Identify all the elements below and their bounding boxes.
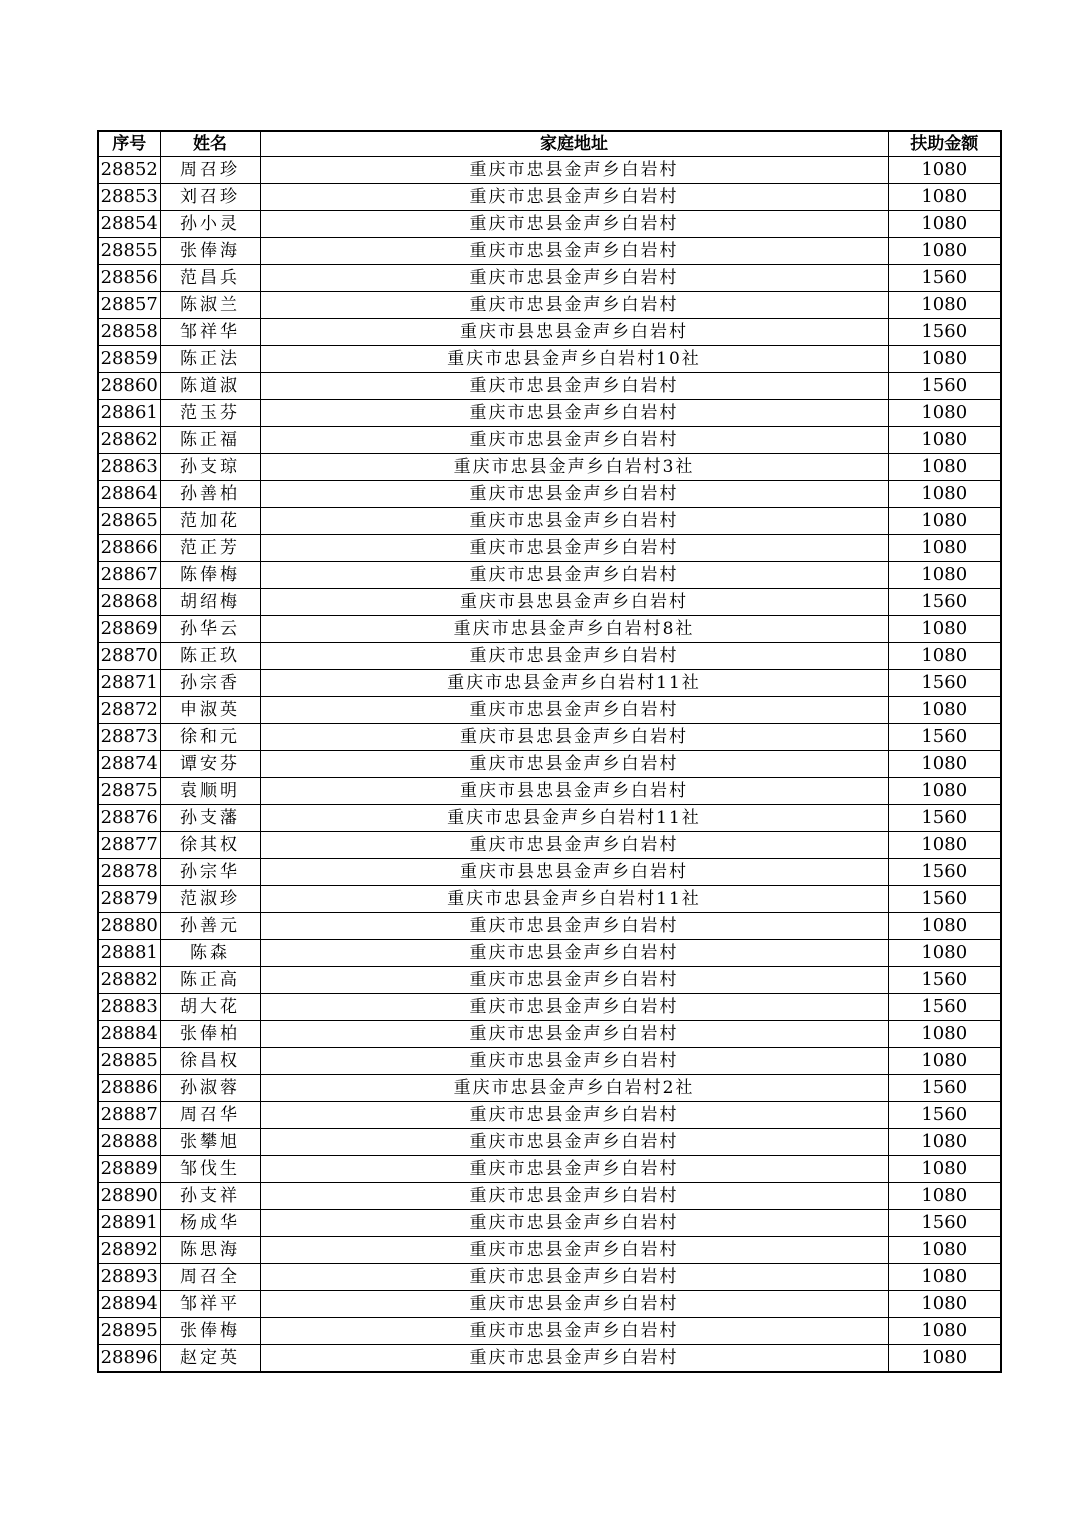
serial-cell: 28894 <box>98 1291 160 1318</box>
serial-cell: 28873 <box>98 724 160 751</box>
amount-cell: 1080 <box>888 1183 1001 1210</box>
address-cell: 重庆市忠县金声乡白岩村8社 <box>260 616 888 643</box>
amount-cell: 1080 <box>888 1345 1001 1373</box>
serial-cell: 28880 <box>98 913 160 940</box>
name-cell: 范昌兵 <box>160 265 260 292</box>
table-row <box>98 859 1001 886</box>
table-row <box>98 886 1001 913</box>
amount-cell: 1080 <box>888 697 1001 724</box>
address-cell: 重庆市忠县金声乡白岩村 <box>260 994 888 1021</box>
amount-cell: 1080 <box>888 778 1001 805</box>
serial-cell: 28888 <box>98 1129 160 1156</box>
amount-cell: 1560 <box>888 724 1001 751</box>
address-cell: 重庆市忠县金声乡白岩村 <box>260 643 888 670</box>
table-row <box>98 400 1001 427</box>
name-cell: 孙善柏 <box>160 481 260 508</box>
amount-cell: 1080 <box>888 211 1001 238</box>
serial-cell: 28860 <box>98 373 160 400</box>
address-cell: 重庆市忠县金声乡白岩村 <box>260 508 888 535</box>
address-cell: 重庆市忠县金声乡白岩村 <box>260 940 888 967</box>
table-row <box>98 1075 1001 1102</box>
serial-cell: 28877 <box>98 832 160 859</box>
address-cell: 重庆市忠县金声乡白岩村 <box>260 1102 888 1129</box>
serial-cell: 28854 <box>98 211 160 238</box>
amount-cell: 1080 <box>888 1237 1001 1264</box>
address-cell: 重庆市忠县金声乡白岩村 <box>260 1291 888 1318</box>
table-row <box>98 616 1001 643</box>
name-cell: 周召全 <box>160 1264 260 1291</box>
header-address: 家庭地址 <box>260 131 888 157</box>
amount-cell: 1080 <box>888 400 1001 427</box>
serial-cell: 28858 <box>98 319 160 346</box>
serial-cell: 28876 <box>98 805 160 832</box>
serial-cell: 28882 <box>98 967 160 994</box>
amount-cell: 1080 <box>888 1291 1001 1318</box>
amount-cell: 1560 <box>888 886 1001 913</box>
address-cell: 重庆市忠县金声乡白岩村 <box>260 967 888 994</box>
table-row <box>98 1264 1001 1291</box>
serial-cell: 28870 <box>98 643 160 670</box>
table-row <box>98 751 1001 778</box>
name-cell: 刘召珍 <box>160 184 260 211</box>
serial-cell: 28855 <box>98 238 160 265</box>
table-row <box>98 589 1001 616</box>
name-cell: 徐其权 <box>160 832 260 859</box>
table-row <box>98 1210 1001 1237</box>
amount-cell: 1080 <box>888 832 1001 859</box>
table-row <box>98 1183 1001 1210</box>
serial-cell: 28879 <box>98 886 160 913</box>
address-cell: 重庆市忠县金声乡白岩村 <box>260 292 888 319</box>
table-body <box>98 157 1001 1373</box>
table-row <box>98 724 1001 751</box>
amount-cell: 1080 <box>888 616 1001 643</box>
amount-cell: 1560 <box>888 1102 1001 1129</box>
serial-cell: 28878 <box>98 859 160 886</box>
address-cell: 重庆市忠县金声乡白岩村 <box>260 751 888 778</box>
address-cell: 重庆市忠县金声乡白岩村11社 <box>260 670 888 697</box>
name-cell: 孙宗华 <box>160 859 260 886</box>
name-cell: 孙淑蓉 <box>160 1075 260 1102</box>
name-cell: 孙华云 <box>160 616 260 643</box>
table-row <box>98 832 1001 859</box>
serial-cell: 28868 <box>98 589 160 616</box>
header-serial: 序号 <box>98 131 160 157</box>
table-row <box>98 265 1001 292</box>
serial-cell: 28869 <box>98 616 160 643</box>
table-row <box>98 1291 1001 1318</box>
address-cell: 重庆市忠县金声乡白岩村 <box>260 1048 888 1075</box>
amount-cell: 1080 <box>888 157 1001 184</box>
address-cell: 重庆市忠县金声乡白岩村2社 <box>260 1075 888 1102</box>
address-cell: 重庆市忠县金声乡白岩村 <box>260 1129 888 1156</box>
serial-cell: 28889 <box>98 1156 160 1183</box>
table-row <box>98 1129 1001 1156</box>
name-cell: 赵定英 <box>160 1345 260 1373</box>
address-cell: 重庆市县忠县金声乡白岩村 <box>260 589 888 616</box>
serial-cell: 28874 <box>98 751 160 778</box>
address-cell: 重庆市忠县金声乡白岩村 <box>260 1156 888 1183</box>
address-cell: 重庆市忠县金声乡白岩村 <box>260 211 888 238</box>
serial-cell: 28863 <box>98 454 160 481</box>
name-cell: 陈正法 <box>160 346 260 373</box>
amount-cell: 1560 <box>888 859 1001 886</box>
table-row <box>98 778 1001 805</box>
name-cell: 孙宗香 <box>160 670 260 697</box>
address-cell: 重庆市忠县金声乡白岩村 <box>260 373 888 400</box>
header-amount: 扶助金额 <box>888 131 1001 157</box>
name-cell: 邹祥华 <box>160 319 260 346</box>
amount-cell: 1080 <box>888 1048 1001 1075</box>
table-row <box>98 697 1001 724</box>
subsidy-table <box>97 130 1002 1373</box>
address-cell: 重庆市忠县金声乡白岩村 <box>260 1345 888 1373</box>
address-cell: 重庆市忠县金声乡白岩村 <box>260 1210 888 1237</box>
table-row <box>98 454 1001 481</box>
address-cell: 重庆市忠县金声乡白岩村 <box>260 1183 888 1210</box>
header-row <box>98 131 1001 157</box>
amount-cell: 1080 <box>888 913 1001 940</box>
name-cell: 陈思海 <box>160 1237 260 1264</box>
serial-cell: 28893 <box>98 1264 160 1291</box>
serial-cell: 28857 <box>98 292 160 319</box>
table-row <box>98 913 1001 940</box>
serial-cell: 28856 <box>98 265 160 292</box>
name-cell: 邹伐生 <box>160 1156 260 1183</box>
table-row <box>98 562 1001 589</box>
address-cell: 重庆市忠县金声乡白岩村 <box>260 1264 888 1291</box>
name-cell: 孙小灵 <box>160 211 260 238</box>
amount-cell: 1080 <box>888 643 1001 670</box>
serial-cell: 28883 <box>98 994 160 1021</box>
name-cell: 周召华 <box>160 1102 260 1129</box>
serial-cell: 28862 <box>98 427 160 454</box>
name-cell: 陈淑兰 <box>160 292 260 319</box>
serial-cell: 28865 <box>98 508 160 535</box>
address-cell: 重庆市忠县金声乡白岩村10社 <box>260 346 888 373</box>
amount-cell: 1560 <box>888 994 1001 1021</box>
serial-cell: 28852 <box>98 157 160 184</box>
table-row <box>98 1318 1001 1345</box>
table-row <box>98 1237 1001 1264</box>
name-cell: 范淑珍 <box>160 886 260 913</box>
amount-cell: 1080 <box>888 427 1001 454</box>
name-cell: 杨成华 <box>160 1210 260 1237</box>
amount-cell: 1080 <box>888 1264 1001 1291</box>
serial-cell: 28872 <box>98 697 160 724</box>
address-cell: 重庆市忠县金声乡白岩村 <box>260 697 888 724</box>
table-row <box>98 157 1001 184</box>
table-row <box>98 670 1001 697</box>
table-row <box>98 346 1001 373</box>
table-row <box>98 211 1001 238</box>
serial-cell: 28859 <box>98 346 160 373</box>
amount-cell: 1080 <box>888 940 1001 967</box>
name-cell: 邹祥平 <box>160 1291 260 1318</box>
table-row <box>98 805 1001 832</box>
serial-cell: 28875 <box>98 778 160 805</box>
amount-cell: 1080 <box>888 562 1001 589</box>
table-row <box>98 508 1001 535</box>
name-cell: 范玉芬 <box>160 400 260 427</box>
address-cell: 重庆市忠县金声乡白岩村 <box>260 481 888 508</box>
table-row <box>98 1048 1001 1075</box>
name-cell: 张俸柏 <box>160 1021 260 1048</box>
amount-cell: 1560 <box>888 1075 1001 1102</box>
amount-cell: 1560 <box>888 265 1001 292</box>
address-cell: 重庆市忠县金声乡白岩村 <box>260 1318 888 1345</box>
serial-cell: 28871 <box>98 670 160 697</box>
name-cell: 孙支琼 <box>160 454 260 481</box>
address-cell: 重庆市忠县金声乡白岩村 <box>260 1021 888 1048</box>
name-cell: 陈正福 <box>160 427 260 454</box>
name-cell: 张俸海 <box>160 238 260 265</box>
name-cell: 陈正高 <box>160 967 260 994</box>
header-name: 姓名 <box>160 131 260 157</box>
table-row <box>98 1021 1001 1048</box>
table-row <box>98 967 1001 994</box>
serial-cell: 28895 <box>98 1318 160 1345</box>
name-cell: 胡大花 <box>160 994 260 1021</box>
table-row <box>98 1345 1001 1373</box>
name-cell: 徐昌权 <box>160 1048 260 1075</box>
name-cell: 周召珍 <box>160 157 260 184</box>
serial-cell: 28896 <box>98 1345 160 1373</box>
address-cell: 重庆市忠县金声乡白岩村 <box>260 535 888 562</box>
table-row <box>98 373 1001 400</box>
amount-cell: 1560 <box>888 319 1001 346</box>
table-row <box>98 1102 1001 1129</box>
address-cell: 重庆市县忠县金声乡白岩村 <box>260 859 888 886</box>
amount-cell: 1080 <box>888 508 1001 535</box>
amount-cell: 1080 <box>888 184 1001 211</box>
address-cell: 重庆市忠县金声乡白岩村 <box>260 238 888 265</box>
amount-cell: 1080 <box>888 535 1001 562</box>
amount-cell: 1080 <box>888 1021 1001 1048</box>
table-row <box>98 292 1001 319</box>
serial-cell: 28861 <box>98 400 160 427</box>
amount-cell: 1080 <box>888 292 1001 319</box>
amount-cell: 1080 <box>888 1318 1001 1345</box>
address-cell: 重庆市忠县金声乡白岩村 <box>260 427 888 454</box>
table-row <box>98 184 1001 211</box>
amount-cell: 1080 <box>888 346 1001 373</box>
serial-cell: 28866 <box>98 535 160 562</box>
address-cell: 重庆市忠县金声乡白岩村 <box>260 562 888 589</box>
serial-cell: 28867 <box>98 562 160 589</box>
serial-cell: 28886 <box>98 1075 160 1102</box>
address-cell: 重庆市忠县金声乡白岩村 <box>260 157 888 184</box>
address-cell: 重庆市忠县金声乡白岩村 <box>260 184 888 211</box>
amount-cell: 1560 <box>888 589 1001 616</box>
table-row <box>98 319 1001 346</box>
address-cell: 重庆市忠县金声乡白岩村11社 <box>260 886 888 913</box>
amount-cell: 1560 <box>888 805 1001 832</box>
serial-cell: 28892 <box>98 1237 160 1264</box>
address-cell: 重庆市忠县金声乡白岩村 <box>260 1237 888 1264</box>
serial-cell: 28853 <box>98 184 160 211</box>
table-row <box>98 427 1001 454</box>
table-row <box>98 940 1001 967</box>
table-row <box>98 238 1001 265</box>
amount-cell: 1080 <box>888 238 1001 265</box>
amount-cell: 1080 <box>888 454 1001 481</box>
address-cell: 重庆市忠县金声乡白岩村 <box>260 832 888 859</box>
amount-cell: 1080 <box>888 751 1001 778</box>
serial-cell: 28887 <box>98 1102 160 1129</box>
table-row <box>98 481 1001 508</box>
address-cell: 重庆市县忠县金声乡白岩村 <box>260 319 888 346</box>
name-cell: 范加花 <box>160 508 260 535</box>
address-cell: 重庆市忠县金声乡白岩村3社 <box>260 454 888 481</box>
address-cell: 重庆市忠县金声乡白岩村 <box>260 913 888 940</box>
amount-cell: 1080 <box>888 481 1001 508</box>
amount-cell: 1560 <box>888 1210 1001 1237</box>
name-cell: 申淑英 <box>160 697 260 724</box>
name-cell: 谭安芬 <box>160 751 260 778</box>
name-cell: 范正芳 <box>160 535 260 562</box>
serial-cell: 28891 <box>98 1210 160 1237</box>
amount-cell: 1560 <box>888 373 1001 400</box>
name-cell: 陈森 <box>160 940 260 967</box>
table-row <box>98 994 1001 1021</box>
table-row <box>98 535 1001 562</box>
serial-cell: 28864 <box>98 481 160 508</box>
name-cell: 张俸梅 <box>160 1318 260 1345</box>
amount-cell: 1560 <box>888 670 1001 697</box>
serial-cell: 28884 <box>98 1021 160 1048</box>
name-cell: 张攀旭 <box>160 1129 260 1156</box>
table-row <box>98 643 1001 670</box>
name-cell: 陈俸梅 <box>160 562 260 589</box>
address-cell: 重庆市县忠县金声乡白岩村 <box>260 724 888 751</box>
table-row <box>98 1156 1001 1183</box>
name-cell: 陈正玖 <box>160 643 260 670</box>
serial-cell: 28885 <box>98 1048 160 1075</box>
name-cell: 孙善元 <box>160 913 260 940</box>
address-cell: 重庆市县忠县金声乡白岩村 <box>260 778 888 805</box>
address-cell: 重庆市忠县金声乡白岩村 <box>260 265 888 292</box>
serial-cell: 28881 <box>98 940 160 967</box>
name-cell: 陈道淑 <box>160 373 260 400</box>
name-cell: 袁顺明 <box>160 778 260 805</box>
address-cell: 重庆市忠县金声乡白岩村 <box>260 400 888 427</box>
amount-cell: 1080 <box>888 1129 1001 1156</box>
serial-cell: 28890 <box>98 1183 160 1210</box>
amount-cell: 1560 <box>888 967 1001 994</box>
name-cell: 孙支藩 <box>160 805 260 832</box>
amount-cell: 1080 <box>888 1156 1001 1183</box>
name-cell: 胡绍梅 <box>160 589 260 616</box>
name-cell: 徐和元 <box>160 724 260 751</box>
name-cell: 孙支祥 <box>160 1183 260 1210</box>
address-cell: 重庆市忠县金声乡白岩村11社 <box>260 805 888 832</box>
